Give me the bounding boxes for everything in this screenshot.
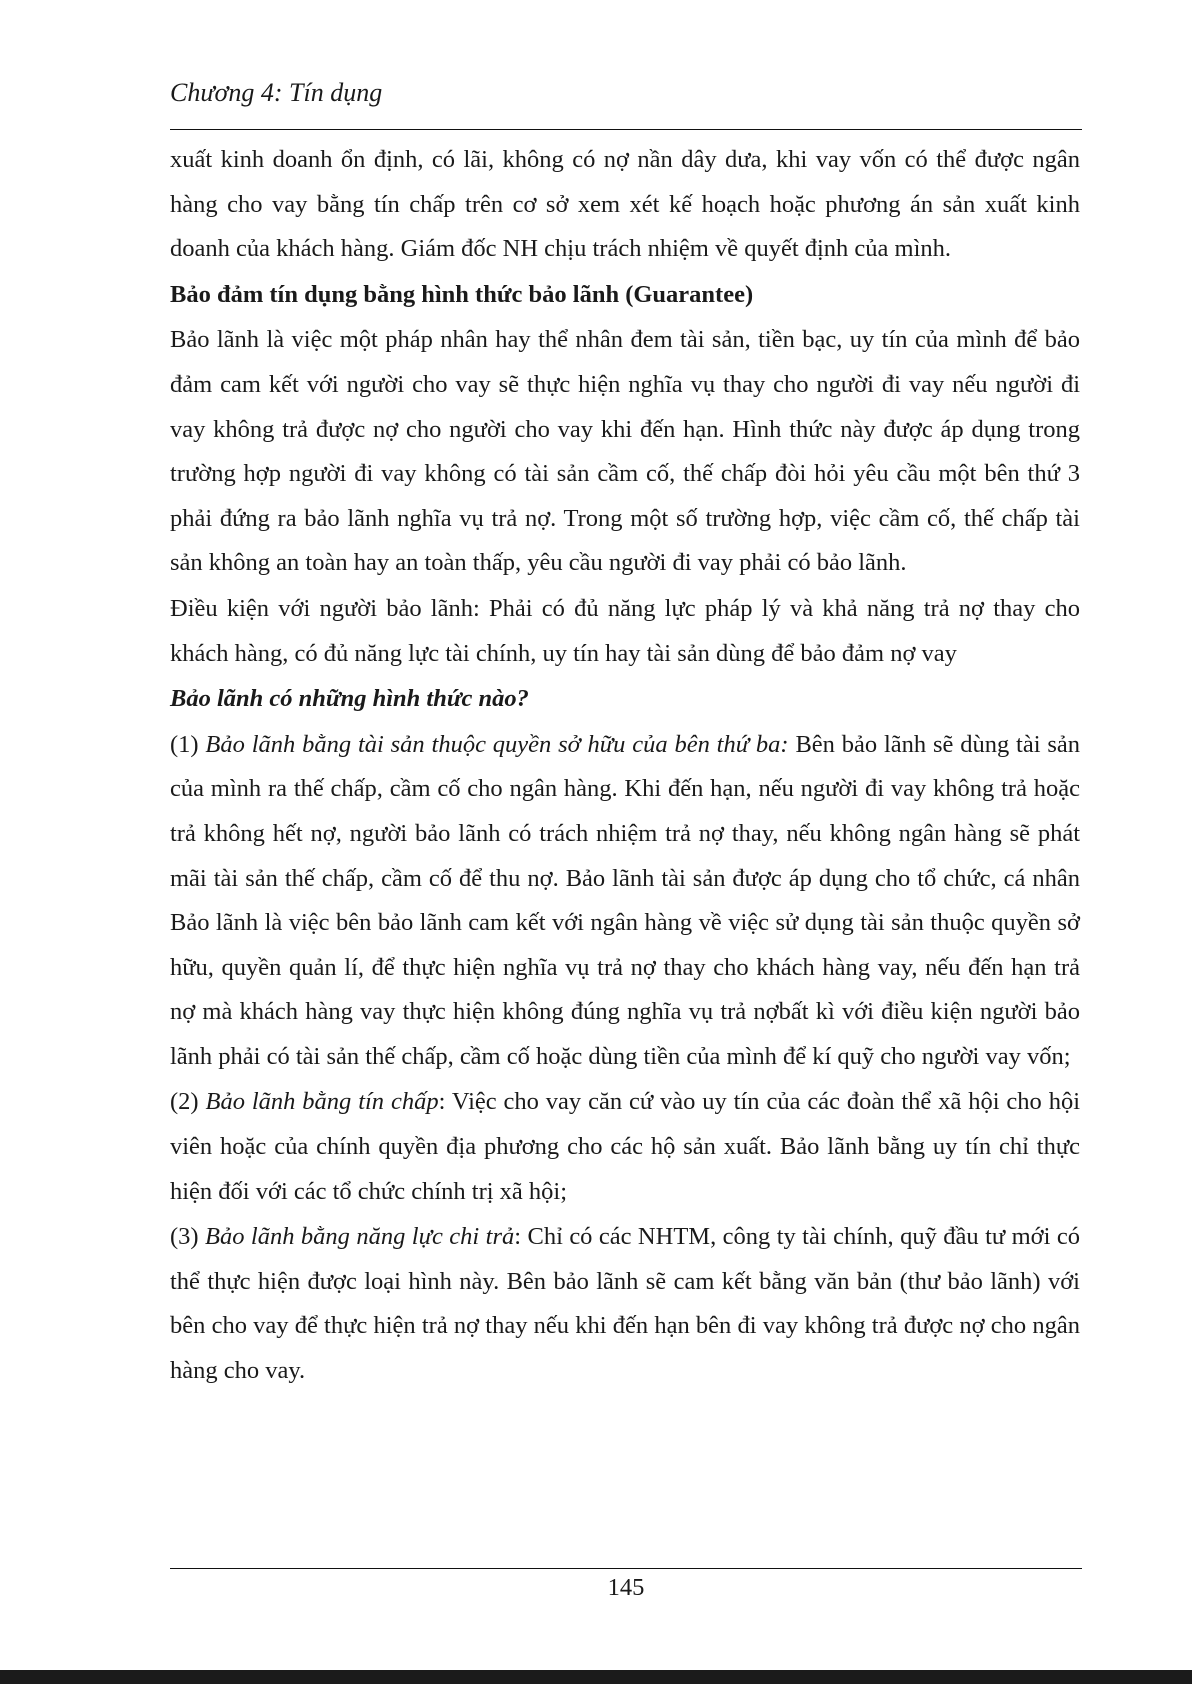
list-item-3-text: : Chỉ có các NHTM, công ty tài chính, quỹ đầu tư mới có thể thực hiện được loại hình này. Bên bảo lãnh sẽ cam kết bằng văn bản (thư bảo lãnh) với bên cho vay để thực hiện trả nợ thay nếu khi đến hạn bên đi vay không trả được nợ cho ngân hàng cho vay.: [170, 1223, 1081, 1385]
list-item-2-text: : Việc cho vay căn cứ vào uy tín của các đoàn thể xã hội cho hội viên hoặc của chính quyền địa phương cho các hộ sản xuất. Bảo lãnh bằng uy tín chỉ thực hiện đối với các tổ chức chính trị xã hội;: [170, 1088, 1081, 1205]
list-item-2-number: (2): [170, 1088, 199, 1116]
section-heading-guarantee-forms: Bảo lãnh có những hình thức nào?: [170, 685, 529, 713]
section-heading-guarantee: Bảo đảm tín dụng bằng hình thức bảo lãnh (Guarantee): [170, 280, 754, 308]
document-page: [170, 0, 1082, 1684]
list-item-3: [170, 1215, 1080, 1393]
scan-bottom-edge: [0, 1670, 1192, 1684]
list-item-3-term: Bảo lãnh bằng năng lực chi trả: [205, 1223, 515, 1251]
paragraph-guarantor-conditions: Điều kiện với người bảo lãnh: Phải có đủ năng lực pháp lý và khả năng trả nợ thay cho khách hàng, có đủ năng lực tài chính, uy tín hay tài sản dùng để bảo đảm nợ vay: [170, 594, 1080, 667]
list-item-2: [170, 1080, 1080, 1214]
footer-rule: [170, 1568, 1082, 1569]
list-item-1: [170, 723, 1080, 1080]
list-item-3-number: (3): [170, 1223, 199, 1251]
list-item-1-number: (1): [170, 730, 199, 758]
list-item-1-text: Bên bảo lãnh sẽ dùng tài sản của mình ra thế chấp, cầm cố cho ngân hàng. Khi đến hạn, nếu người đi vay không trả hoặc trả không hết nợ, người bảo lãnh có trách nhiệm trả nợ thay, nếu không ngân hàng sẽ phát mãi tài sản thế chấp, cầm cố để thu nợ. Bảo lãnh tài sản được áp dụng cho tổ chức, cá nhân Bảo lãnh là việc bên bảo lãnh cam kết với ngân hàng về việc sử dụng tài sản thuộc quyền sở hữu, quyền quản lí, để thực hiện nghĩa vụ trả nợ thay cho khách hàng vay, nếu đến hạn trả nợ mà khách hàng vay thực hiện không đúng nghĩa vụ trả nợbất kì với điều kiện người bảo lãnh phải có tài sản thế chấp, cầm cố hoặc dùng tiền của mình để kí quỹ cho người vay vốn;: [170, 730, 1081, 1070]
list-item-1-term: Bảo lãnh bằng tài sản thuộc quyền sở hữu của bên thứ ba:: [205, 730, 789, 758]
page-number: 145: [607, 1574, 645, 1601]
running-header: Chương 4: Tín dụng: [170, 78, 383, 107]
paragraph-continuation: xuất kinh doanh ổn định, có lãi, không có nợ nần dây dưa, khi vay vốn có thể được ngân hàng cho vay bằng tín chấp trên cơ sở xem xét kế hoạch hoặc phương án sản xuất kinh doanh của khách hàng. Giám đốc NH chịu trách nhiệm về quyết định của mình.: [170, 146, 1080, 263]
page-body: [170, 138, 1080, 1395]
header-rule: [170, 129, 1082, 130]
list-item-2-term: Bảo lãnh bằng tín chấp: [205, 1088, 439, 1116]
paragraph-guarantee-definition: Bảo lãnh là việc một pháp nhân hay thể nhân đem tài sản, tiền bạc, uy tín của mình để bảo đảm cam kết với người cho vay sẽ thực hiện nghĩa vụ thay cho người đi vay nếu người đi vay không trả được nợ cho người cho vay khi đến hạn. Hình thức này được áp dụng trong trường hợp người đi vay không có tài sản cầm cố, thế chấp đòi hỏi yêu cầu một bên thứ 3 phải đứng ra bảo lãnh nghĩa vụ trả nợ. Trong một số trường hợp, việc cầm cố, thế chấp tài sản không an toàn hay an toàn thấp, yêu cầu người đi vay phải có bảo lãnh.: [170, 326, 1080, 577]
